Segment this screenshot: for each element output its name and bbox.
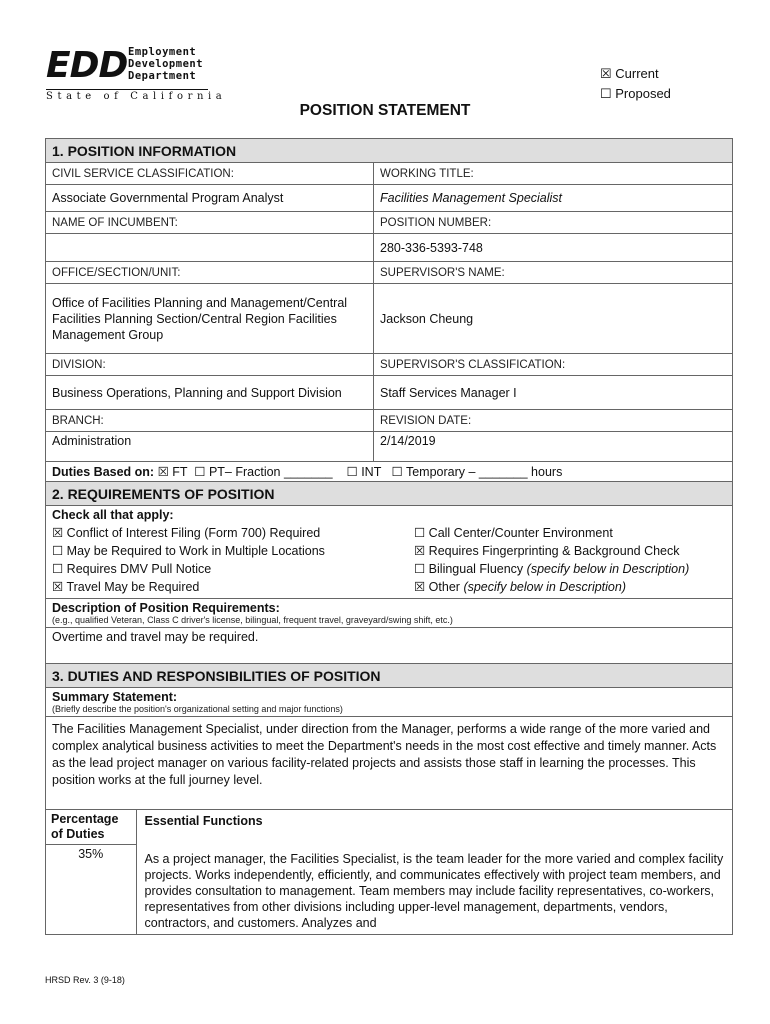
check-all-label: Check all that apply:: [52, 508, 174, 522]
position-form: [45, 138, 733, 935]
supervisor-name-field[interactable]: Jackson Cheung: [374, 284, 733, 354]
edd-logo: [46, 43, 227, 105]
duties-based-label: Duties Based on:: [52, 465, 155, 479]
supervisor-name-label: SUPERVISOR'S NAME:: [374, 262, 733, 284]
section3-heading: 3. DUTIES AND RESPONSIBILITIES OF POSITION: [46, 664, 733, 688]
summary-field[interactable]: The Facilities Management Specialist, under direction from the Manager, performs a wide range of the more varied and complex analytical business activities to meet the Department's needs in the most cost effective and timely manner. Acts as the lead project manager on various facility-related projects and assists those staff in learning the processes. This position works at the full journey level.: [46, 717, 733, 810]
page-title: POSITION STATEMENT: [299, 102, 471, 119]
proposed-checkbox[interactable]: ☐ Proposed: [600, 86, 671, 101]
logo-department-name: Employment Development Department: [128, 46, 204, 82]
logo-rule: [46, 89, 208, 90]
multiple-locations-checkbox[interactable]: ☐ May be Required to Work in Multiple Locations: [52, 544, 325, 558]
description-hint: (e.g., qualified Veteran, Class C driver's license, bilingual, frequent travel, graveyard/swing shift, etc.): [52, 615, 453, 625]
summary-hint: (Briefly describe the position's organizational setting and major functions): [52, 704, 343, 714]
working-title-label: WORKING TITLE:: [374, 163, 733, 185]
section1-heading: 1. POSITION INFORMATION: [46, 139, 733, 163]
working-title-field[interactable]: Facilities Management Specialist: [374, 185, 733, 212]
logo-mark: EDD: [46, 45, 128, 86]
duties-table-cell: [46, 810, 733, 935]
division-field[interactable]: Business Operations, Planning and Support Division: [46, 376, 374, 410]
status-checkboxes: [600, 64, 671, 104]
civil-service-label: CIVIL SERVICE CLASSIFICATION:: [46, 163, 374, 185]
position-number-label: POSITION NUMBER:: [374, 212, 733, 234]
description-label-cell: [46, 599, 733, 628]
dmv-pull-checkbox[interactable]: ☐ Requires DMV Pull Notice: [52, 562, 212, 576]
other-checkbox[interactable]: ☒ Other (specify below in Description): [414, 580, 626, 594]
percentage-header: Percentage of Duties: [46, 810, 136, 845]
section2-heading: 2. REQUIREMENTS OF POSITION: [46, 482, 733, 506]
logo-state: State of California: [46, 91, 227, 102]
office-field[interactable]: Office of Facilities Planning and Management/Central Facilities Planning Section/Central Region Facilities Management Group: [46, 284, 374, 354]
duty-description[interactable]: As a project manager, the Facilities Specialist, is the team leader for the more varied and complex facility projects. Works independently, efficiently, and communicates effectively with project team members, and provides consultation to management. Team members may include facility representatives, co-workers, representatives from other divisions including upper-level management, departments, vendors, contractors, and customers. Analyzes and: [144, 851, 724, 930]
duties-based-row: [46, 462, 733, 482]
conflict-interest-checkbox[interactable]: ☒ Conflict of Interest Filing (Form 700) Required: [52, 526, 321, 540]
description-label: Description of Position Requirements:: [52, 601, 280, 615]
duty-percentage[interactable]: 35%: [46, 845, 136, 934]
civil-service-field[interactable]: Associate Governmental Program Analyst: [46, 185, 374, 212]
revision-label: REVISION DATE:: [374, 410, 733, 432]
bilingual-checkbox[interactable]: ☐ Bilingual Fluency (specify below in Description): [414, 562, 690, 576]
supervisor-class-label: SUPERVISOR'S CLASSIFICATION:: [374, 354, 733, 376]
incumbent-field[interactable]: [46, 234, 374, 262]
division-label: DIVISION:: [46, 354, 374, 376]
revision-field[interactable]: 2/14/2019: [374, 432, 733, 462]
duties-table: [46, 810, 732, 934]
position-number-field[interactable]: 280-336-5393-748: [374, 234, 733, 262]
office-label: OFFICE/SECTION/UNIT:: [46, 262, 374, 284]
current-checkbox[interactable]: ☒ Current: [600, 66, 659, 81]
travel-checkbox[interactable]: ☒ Travel May be Required: [52, 580, 200, 594]
essential-functions-header: Essential Functions: [144, 814, 263, 828]
duties-based-options[interactable]: ☒ FT ☐ PT– Fraction _______ ☐ INT ☐ Temporary – _______ hours: [157, 465, 563, 479]
form-revision: HRSD Rev. 3 (9-18): [45, 975, 125, 985]
supervisor-class-field[interactable]: Staff Services Manager I: [374, 376, 733, 410]
fingerprinting-checkbox[interactable]: ☒ Requires Fingerprinting & Background Check: [414, 544, 680, 558]
branch-field[interactable]: Administration: [46, 432, 374, 462]
summary-label-cell: [46, 688, 733, 717]
incumbent-label: NAME OF INCUMBENT:: [46, 212, 374, 234]
call-center-checkbox[interactable]: ☐ Call Center/Counter Environment: [414, 526, 613, 540]
branch-label: BRANCH:: [46, 410, 374, 432]
requirements-checklist: [46, 506, 733, 599]
summary-label: Summary Statement:: [52, 690, 178, 704]
description-field[interactable]: Overtime and travel may be required.: [46, 628, 733, 664]
